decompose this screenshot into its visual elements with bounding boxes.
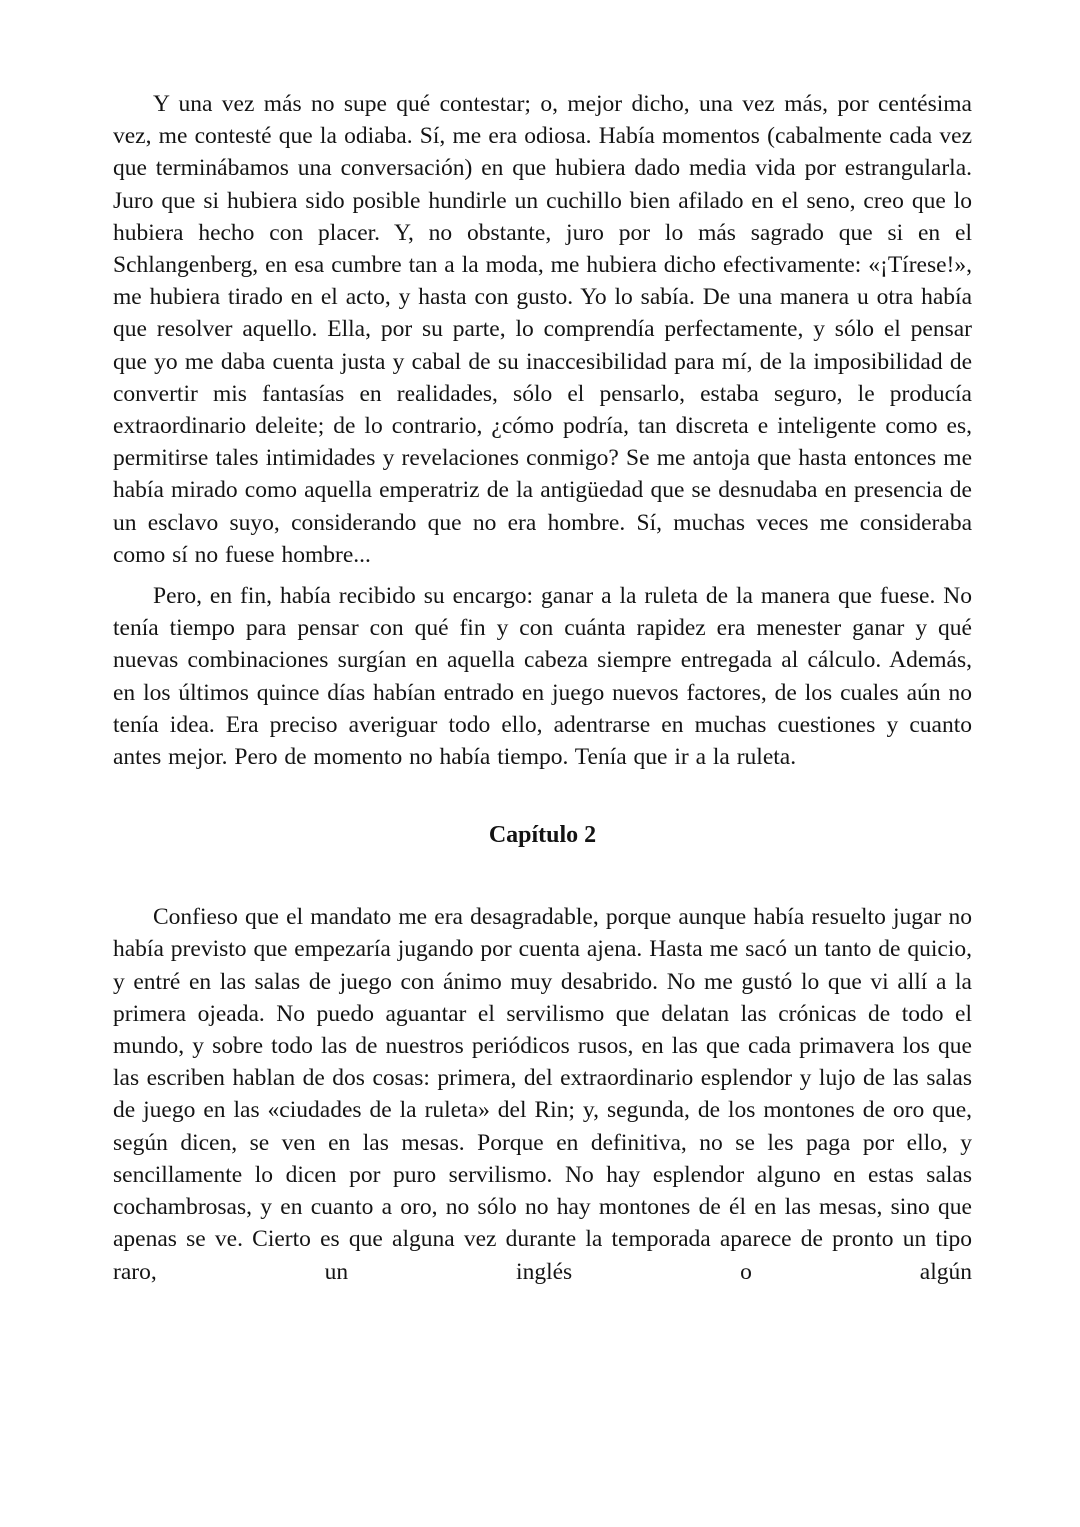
chapter-heading: Capítulo 2	[488, 822, 597, 849]
paragraph: Y una vez más no supe qué contestar; o, mejor dicho, una vez más, por centésima vez, me contesté que la odiaba. Sí, me era odiosa. Había momentos (cabalmente cada vez que terminábamos una conversación) en que hubiera dado media vida por estrangularla. Juro que si hubiera sido posible hundirle un cuchillo bien afilado en el seno, creo que lo hubiera hecho con placer. Y, no obstante, juro por lo más sagrado que si en el Schlangenberg, en esa cumbre tan a la moda, me hubiera dicho efectivamente: «¡Tírese!», me hubiera tirado en el acto, y hasta con gusto. Yo lo sabía. De una manera u otra había que resolver aquello. Ella, por su parte, lo comprendía perfectamente, y sólo el pensar que yo me daba cuenta justa y cabal de su inaccesibilidad para mí, de la imposibilidad de convertir mis fantasías en realidades, sólo el pensarlo, estaba seguro, le producía extraordinario deleite; de lo contrario, ¿cómo podría, tan discreta e inteligente como es, permitirse tales intimidades y revelaciones conmigo? Se me antoja que hasta entonces me había mirado como aquella emperatriz de la antigüedad que se desnudaba en presencia de un esclavo suyo, considerando que no era hombre. Sí, muchas veces me consideraba como sí no fuese hombre...	[113, 91, 972, 568]
paragraph: Pero, en fin, había recibido su encargo: ganar a la ruleta de la manera que fuese. No tenía tiempo para pensar con qué fin y con cuánta rapidez era menester ganar y qué nuevas combinaciones surgían en aquella cabeza siempre entregada al cálculo. Además, en los últimos quince días habían entrado en juego nuevos factores, de los cuales aún no tenía idea. Era preciso averiguar todo ello, adentrarse en muchas cuestiones y cuanto antes mejor. Pero de momento no había tiempo. Tenía que ir a la ruleta.	[113, 583, 972, 771]
paragraph: Confieso que el mandato me era desagradable, porque aunque había resuelto jugar no había previsto que empezaría jugando por cuenta ajena. Hasta me sacó un tanto de quicio, y entré en las salas de juego con ánimo muy desabrido. No me gustó lo que vi allí a la primera ojeada. No puedo aguantar el servilismo que delatan las crónicas de todo el mundo, y sobre todo las de nuestros periódicos rusos, en las que cada primavera los que las escriben hablan de dos cosas: primera, del extraordinario esplendor y lujo de las salas de juego en las «ciudades de la ruleta» del Rin; y, segunda, de los montones de oro que, según dicen, se ven en las mesas. Porque en definitiva, no se les paga por ello, y sencillamente lo dicen por puro servilismo. No hay esplendor alguno en estas salas cochambrosas, y en cuanto a oro, no sólo no hay montones de él en las mesas, sino que apenas se ve. Cierto es que alguna vez durante la temporada aparece de pronto un tipo raro, un inglés o algún	[113, 904, 972, 1285]
